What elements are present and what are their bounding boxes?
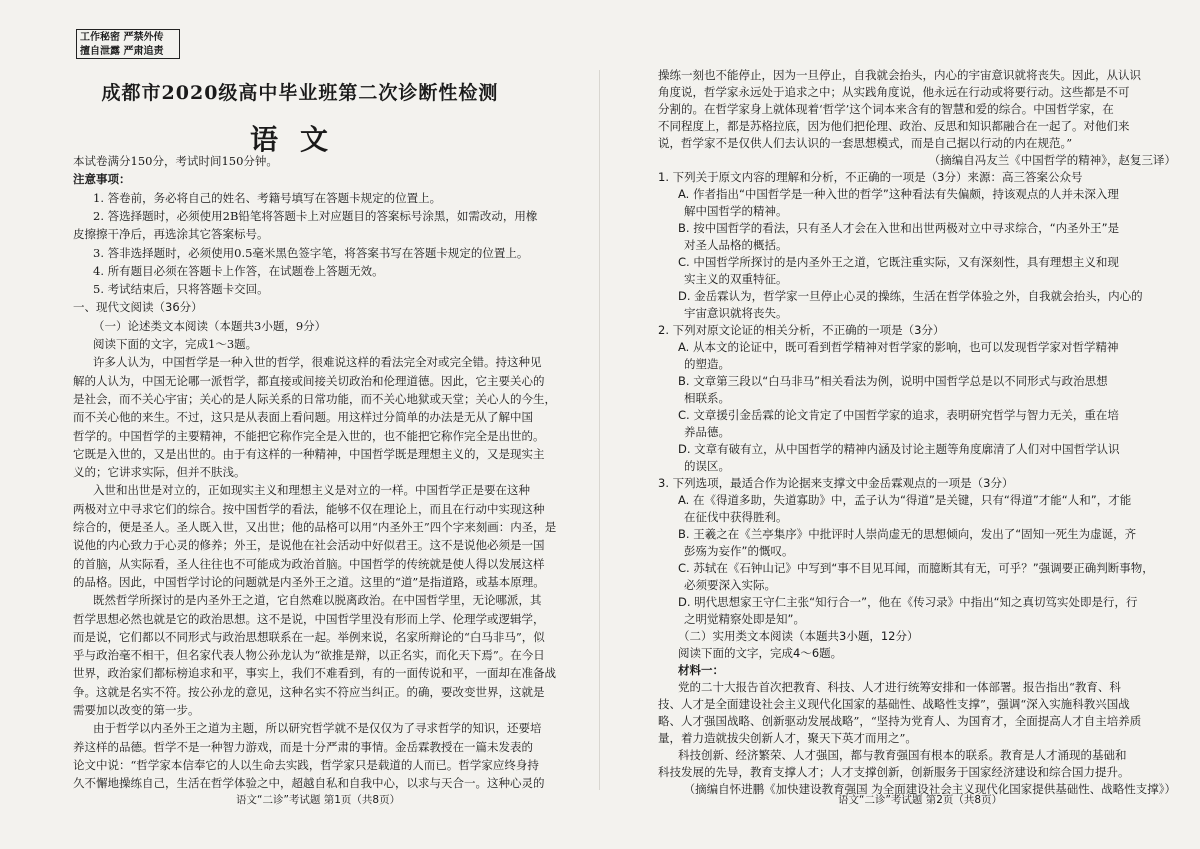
text-line: 由于哲学以内圣外王之道为主题，所以研究哲学就不是仅仅为了寻求哲学的知识，还要培 [93,721,542,736]
text-line: 彭殇为妄作”的慨叹。 [684,544,794,558]
text-line: B. 王羲之在《兰亭集序》中批评时人崇尚虚无的思想倾向，发出了“固知一死生为虚诞，齐 [678,527,1137,541]
text-line: 养品德。 [684,425,730,439]
text-line: 5. 考试结束后，只将答题卡交回。 [93,282,269,297]
confidential-stamp [76,29,180,59]
text-line: （一）论述类文本阅读（本题共3小题，9分） [93,318,327,333]
text-line: 在征伐中获得胜利。 [684,510,788,524]
text-line: 解中国哲学的精神。 [684,204,788,218]
text-line: C. 苏轼在《石钟山记》中写到“事不目见耳闻，而臆断其有无，可乎？”强调要正确判断事物， [678,561,1154,575]
text-line: 阅读下面的文字，完成4～6题。 [678,646,843,660]
text-line: A. 作者指出“中国哲学是一种入世的哲学”这种看法有失偏颇，持该观点的人并未深入理 [678,187,1119,201]
text-line: 争。这就是名实不符。按公孙龙的意见，这种名实不符应当纠正。的确，要改变世界，这就是 [73,684,545,699]
text-line: 分割的。在哲学家身上就体现着‘哲学’这个词本来含有的智慧和爱的综合。中国哲学家，在 [658,102,1114,116]
text-line: 一、现代文阅读（36分） [73,300,203,315]
text-line: 乎与政治毫不相干，但名家代表人物公孙龙认为“欲推是辩，以正名实，而化天下焉”。在今日 [73,648,545,663]
text-line: 的品格。因此，中国哲学讨论的问题就是内圣外王之道。这里的“道”是指道路，或基本原理。 [73,574,545,589]
text-line: 养这样的品德。哲学不是一种智力游戏，而是十分严肃的事情。金岳霖教授在一篇未发表的 [73,739,533,754]
text-line: B. 文章第三段以“白马非马”相关看法为例，说明中国哲学总是以不同形式与政治思想 [678,374,1108,388]
text-line: D. 金岳霖认为，哲学家一旦停止心灵的操练，生活在哲学体验之外，自我就会抬头，内心的 [678,289,1143,303]
text-line: 而不关心他的来生。不过，这只是从表面上看问题。用这样过分简单的办法是无从了解中国 [73,410,533,425]
text-line: （二）实用类文本阅读（本题共3小题，12分） [678,629,919,643]
text-line: 的首脑，从实际看，圣人往往也不可能成为政治首脑。中国哲学的传统就是使人得以发展这样 [73,556,545,571]
text-line: 相联系。 [684,391,730,405]
text-line: C. 中国哲学所探讨的是内圣外王之道，它既注重实际，又有深刻性，具有理想主义和现 [678,255,1119,269]
text-line: 技、人才是全面建设社会主义现代化国家的基础性、战略性支撑”，强调“深入实施科教兴国战 [658,697,1130,711]
text-line: 2. 答选择题时，必须使用2B铅笔将答题卡上对应题目的答案标号涂黑，如需改动，用橡 [93,208,538,223]
text-line: A. 在《得道多助，失道寡助》中，孟子认为“得道”是关键，只有“得道”才能“人和”，才能 [678,493,1132,507]
text-line: 材料一： [678,663,724,677]
text-line: 的塑造。 [684,357,730,371]
text-line: 本试卷满分150分，考试时间150分钟。 [73,154,278,168]
text-line: 需要加以改变的第一步。 [73,703,200,717]
text-line: 1. 下列关于原文内容的理解和分析，不正确的一项是（3分）来源：高三答案公众号 [658,170,1083,184]
text-line: 的误区。 [684,459,730,473]
text-line: B. 按中国哲学的看法，只有圣人才会在入世和出世两极对立中寻求综合，“内圣外王”是 [678,221,1120,235]
text-line: 科技发展的先导，教育支撑人才；人才支撑创新，创新服务于国家经济建设和综合国力提升。 [658,765,1130,779]
text-line: 必须要深入实际。 [684,578,776,592]
text-line: 4. 所有题目必须在答题卡上作答，在试题卷上答题无效。 [93,263,384,278]
text-line: 3. 答非选择题时，必须使用0.5毫米黑色签字笔，将答案书写在答题卡规定的位置上。 [93,245,529,260]
text-line: 世界，政治家们都标榜追求和平，事实上，我们不难看到，有的一面传说和平，一面却在准备战 [73,666,556,681]
text-line: D. 明代思想家王守仁主张“知行合一”，他在《传习录》中指出“知之真切笃实处即是行，行 [678,595,1138,609]
text-line: 说，哲学家不是仅供人们去认识的一套思想模式，而是自己据以行动的内在规范。” [658,136,1073,150]
text-line: 角度说，哲学家永远处于追求之中；从实践角度说，他永远在行动或将要行动。这些都是不可 [658,85,1130,99]
text-line: 略、人才强国战略、创新驱动发展战略”，“坚持为党育人、为国育才，全面提高人才自主培养质 [658,714,1142,728]
text-line: 两极对立中寻求它们的综合。按中国哲学的看法，能够不仅在理论上，而且在行动中实现这种 [73,501,545,516]
text-line: 既然哲学所探讨的是内圣外王之道，它自然难以脱离政治。在中国哲学里，无论哪派，其 [93,593,542,608]
stamp-line-1: 工作秘密 严禁外传 [80,32,164,43]
text-line: D. 文章有破有立，从中国哲学的精神内涵及讨论主题等角度廓清了人们对中国哲学认识 [678,442,1120,456]
text-line: 3. 下列选项，最适合作为论据来支撑文中金岳霖观点的一项是（3分） [658,476,1014,490]
page-footer-left: 语文“二诊”考试题 第1页（共8页） [236,794,401,806]
text-line: 说他的内心致力于心灵的修养；外王，是说他在社会活动中好似君王。这不是说他必须是一国 [73,538,545,553]
text-line: 皮擦擦干净后，再选涂其它答案标号。 [73,227,269,242]
text-line: 宇宙意识就将丧失。 [684,306,788,320]
text-line: 之明觉精察处即是知”。 [684,612,805,626]
text-line: C. 文章援引金岳霖的论文肯定了中国哲学家的追求，表明研究哲学与智力无关，重在培 [678,408,1119,422]
text-line: 解的人认为，中国无论哪一派哲学，都直接或间接关切政治和伦理道德。因此，它主要关心的 [73,373,545,388]
text-line: 操练一刻也不能停止，因为一旦停止，自我就会抬头，内心的宇宙意识就将丧失。因此，从认识 [658,68,1141,82]
subject-title: 语文 [249,123,350,156]
text-line: 实主义的双重特征。 [684,272,788,286]
exam-title: 成都市2020级高中毕业班第二次诊断性检测 [101,82,499,104]
text-line: 久不懈地操练自己，生活在哲学体验之中，超越自私和自我中心，以求与天合一。这种心灵的 [73,776,545,791]
text-line: 2. 下列对原文论证的相关分析，不正确的一项是（3分） [658,323,945,337]
text-line: 不同程度上，都是苏格拉底，因为他们把伦理、政治、反思和知识都融合在一起了。对他们来 [658,119,1130,133]
text-line: 哲学的。中国哲学的主要精神，不能把它称作完全是入世的，也不能把它称作完全是出世的。 [73,428,545,443]
text-line: 而是说，它们都以不同形式与政治思想联系在一起。举例来说，名家所辩论的“白马非马”，似 [73,629,545,644]
text-line: 论文中说：“哲学家本信奉它的人以生命去实践，哲学家只是载道的人而已。哲学家应终身持 [73,757,539,772]
text-line: 科技创新、经济繁荣、人才强国，都与教育强国有根本的联系。教育是人才涌现的基础和 [678,748,1127,762]
text-line: 入世和出世是对立的，正如现实主义和理想主义是对立的一样。中国哲学正是要在这种 [93,483,530,498]
page-footer-right: 语文“二诊”考试题 第2页（共8页） [838,794,1003,806]
text-line: 1. 答卷前，务必将自己的姓名、考籍号填写在答题卡规定的位置上。 [93,190,442,205]
text-line: 注意事项： [73,172,131,187]
text-line: 党的二十大报告首次把教育、科技、人才进行统筹安排和一体部署。报告指出“教育、科 [678,680,1121,694]
text-line: 综合的，便是圣人。圣人既入世，又出世；他的品格可以用“内圣外王”四个字来刻画：内圣，是 [73,520,557,534]
text-line: 量，着力造就拔尖创新人才，聚天下英才而用之”。 [658,731,917,745]
text-line: （摘编自冯友兰《中国哲学的精神》，赵复三译） [928,153,1176,167]
right-page [600,0,1200,849]
text-line: 哲学思想必然也就是它的政治思想。这不是说，中国哲学里没有形而上学、伦理学或逻辑学， [73,611,545,626]
text-line: 义的；它讲求实际，但并不肤浅。 [73,465,246,480]
text-line: 对圣人品格的概括。 [684,238,788,252]
text-line: （摘编自怀进鹏《加快建设教育强国 为全面建设社会主义现代化国家提供基础性、战略性支撑》） [683,782,1176,796]
text-line: 阅读下面的文字，完成1～3题。 [93,337,258,351]
text-line: 是社会，而不关心宇宙；关心的是人际关系的日常功能，而不关心地狱或天堂；关心人的今生， [73,391,556,406]
stamp-line-2: 擅自泄露 严肃追责 [80,46,164,57]
text-line: 许多人认为，中国哲学是一种入世的哲学，很难说这样的看法完全对或完全错。持这种见 [93,355,542,370]
text-line: A. 从本文的论证中，既可看到哲学精神对哲学家的影响，也可以发现哲学家对哲学精神 [678,340,1119,354]
text-line: 它既是入世的，又是出世的。由于有这样的一种精神，中国哲学既是理想主义的，又是现实主 [73,446,545,461]
